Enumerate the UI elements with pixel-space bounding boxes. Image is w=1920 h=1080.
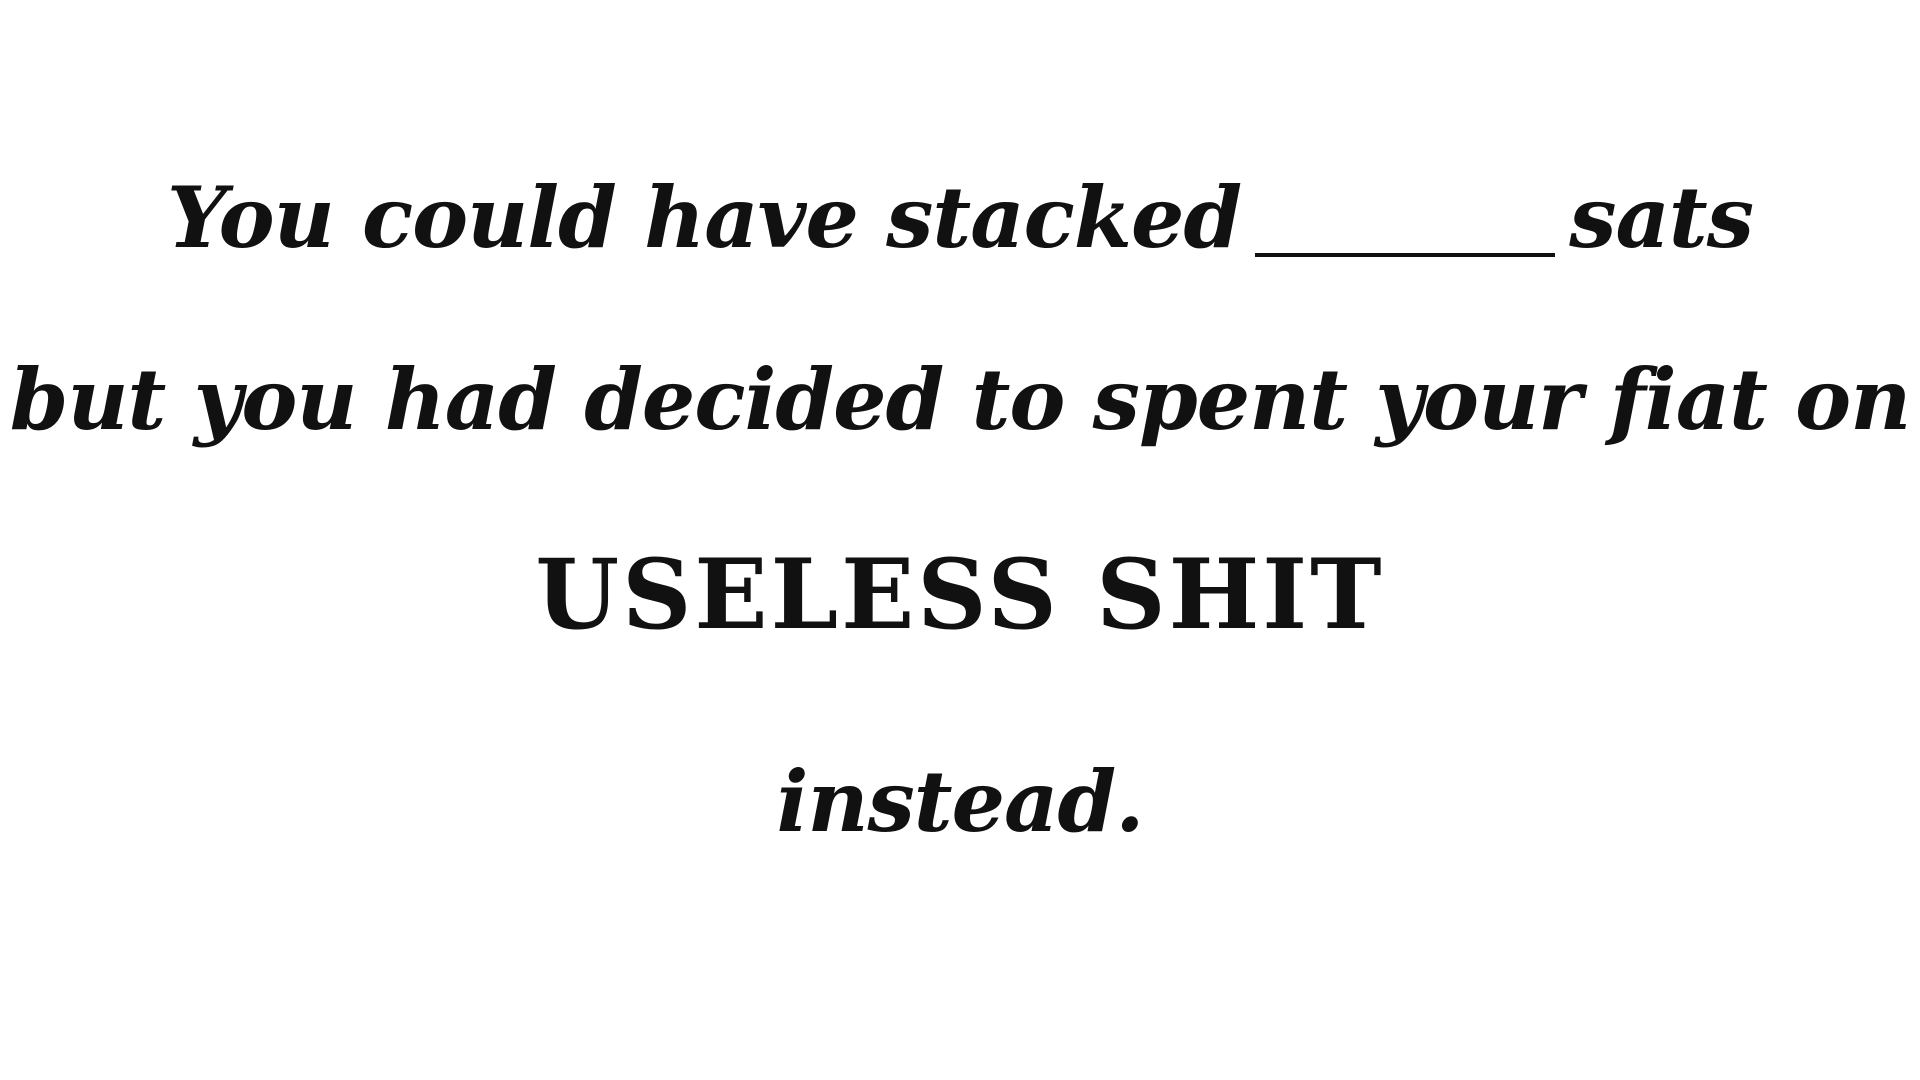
message-line-2: but you had decided to spent your fiat on xyxy=(9,350,1911,449)
message-emphasis: USELESS SHIT xyxy=(535,538,1385,651)
line-1-text-after: sats xyxy=(1569,168,1753,267)
line-1-text-before: You could have stacked xyxy=(167,168,1242,267)
sats-amount-blank xyxy=(1255,252,1555,257)
message-line-1 xyxy=(0,168,1920,268)
message-line-4: instead. xyxy=(776,752,1144,851)
